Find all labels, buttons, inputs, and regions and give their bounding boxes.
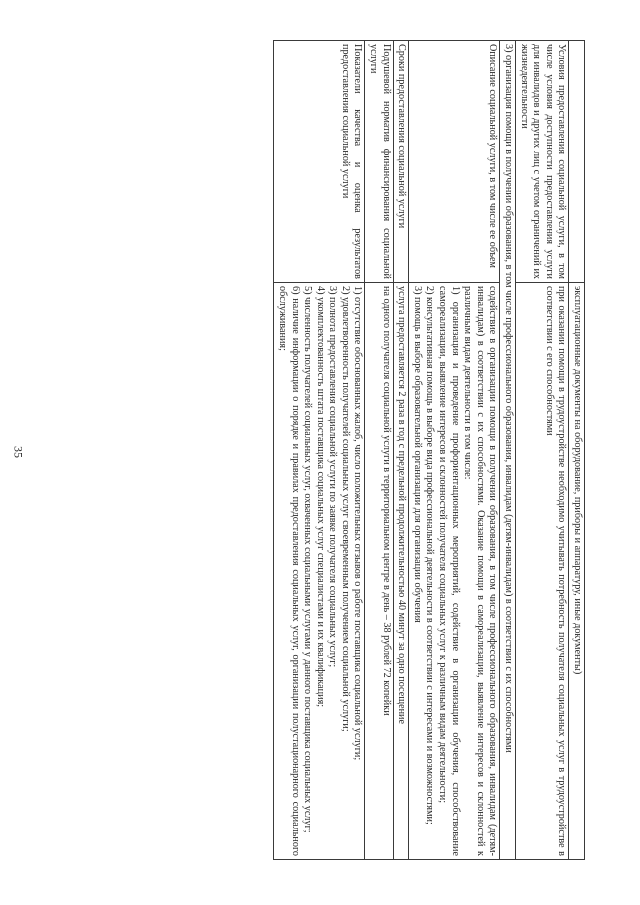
financing-value-cell: на одного получателя социальной услуги в территориальном центре в день – 38 рублей 72 копейки — [365, 283, 393, 860]
quality-line: 1) отсутствие обоснованных жалоб, число положительных отзывов о работе поставщика социальной услуги; — [352, 286, 364, 761]
table-cell-empty — [569, 41, 585, 283]
section-header-cell: 3) организация помощи в получении образования, в том числе профессионального образования, инвалидам (детям-инвалидам) в соответствии с их способностями — [500, 41, 516, 860]
equipment-docs-cell: эксплуатационные документы на оборудование, приборы и аппаратуру, иные документы) — [569, 283, 585, 860]
description-line: 1) организация и проведение профориентационных мероприятий, содействие в организации обучения, способствование самореализации, выявление интересов и склонностей получателя социальных услуг к различным видам деятельности; — [437, 286, 461, 856]
description-label-cell: Описание социальной услуги, в том числе ее объем — [409, 41, 500, 283]
table-row — [409, 41, 500, 860]
terms-value-cell: услуга предоставляется 2 раза в год с предельной продолжительностью 40 минут за одно посещение — [393, 283, 409, 860]
table-row — [516, 41, 569, 860]
description-line: 3) помощь в выборе образовательной организации для организации обучения — [411, 286, 423, 623]
table-row — [393, 41, 409, 860]
quality-value-cell — [274, 283, 365, 860]
quality-line: 5) численность получателей социальных услуг, охваченных социальными услугами у данного поставщика социальных услуг; — [302, 286, 314, 833]
table-row — [365, 41, 393, 860]
conditions-value-cell: при оказании помощи в трудоустройстве необходимо учитывать потребность получателя социальных услуг в трудоустройстве в соответствии с его способностями — [516, 283, 569, 860]
quality-label-cell: Показатели качества и оценка результатов предоставления социальной услуги — [274, 41, 365, 283]
table-row — [500, 41, 516, 860]
service-standard-table — [273, 40, 585, 860]
description-value-cell — [409, 283, 500, 860]
page-number: 35 — [11, 446, 26, 458]
financing-label-cell: Подушевой норматив финансирования социальной услуги — [365, 41, 393, 283]
quality-line: 3) полнота предоставления социальной услуги по заявке получателя социальных услуг; — [327, 286, 339, 668]
quality-line: 2) удовлетворенность получателей социальных услуг своевременным получением социальной услуги; — [339, 286, 351, 732]
quality-line: 6) наличие информации о порядке и правилах предоставления социальных услуг, организации полустационарного социального обслуживания; — [276, 286, 301, 856]
table-row — [569, 41, 585, 860]
rotated-page-content — [55, 40, 585, 860]
quality-line: 4) укомплектованность штата поставщика социальных услуг специалистами и их квалификация; — [314, 286, 326, 708]
description-line: содействие в организации помощи в получении образования, в том числе профессионального образования, инвалидам (детям-инвалидам) в соответствии с их способностями. Оказание помощи в самореализации, выявление интересов и склонностей к различным видам деятельности в том числе: — [462, 286, 499, 856]
conditions-label-cell: Условия предоставления социальной услуги, в том числе условия доступности предоставления услуги для инвалидов и других лиц с учетом ограничений их жизнедеятельности — [516, 41, 569, 283]
terms-label-cell: Сроки предоставления социальной услуги — [393, 41, 409, 283]
table-row — [274, 41, 365, 860]
description-line: 2) консультативная помощь в выборе вида профессиональной деятельности в соответствии с интересами и возможностями; — [424, 286, 436, 825]
